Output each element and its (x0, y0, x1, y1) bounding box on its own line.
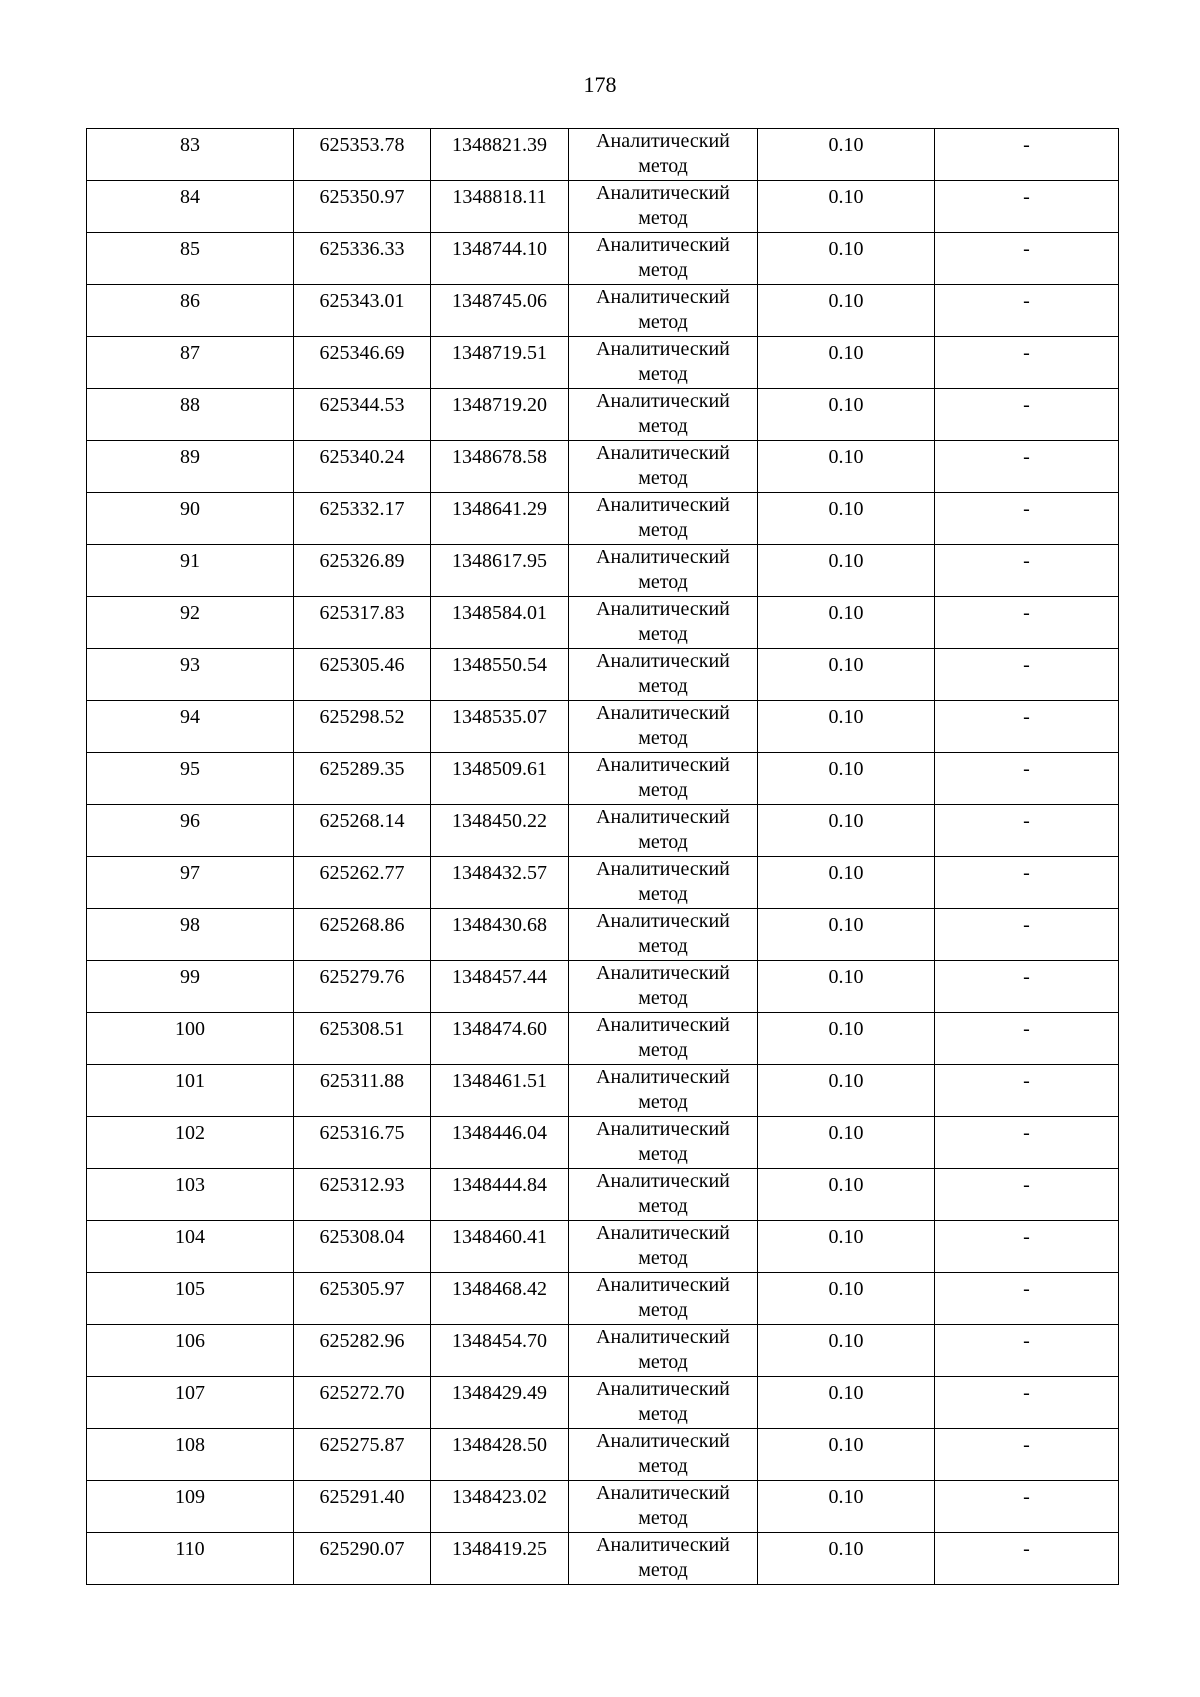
y-coordinate-cell: 1348423.02 (431, 1481, 569, 1533)
point-number-cell: 110 (87, 1533, 294, 1585)
table-row (87, 753, 1119, 805)
table-row (87, 1481, 1119, 1533)
x-coordinate-cell: 625305.46 (294, 649, 431, 701)
note-cell: - (935, 181, 1119, 233)
note-cell: - (935, 1169, 1119, 1221)
y-coordinate-cell: 1348430.68 (431, 909, 569, 961)
point-number-cell: 101 (87, 1065, 294, 1117)
note-cell: - (935, 805, 1119, 857)
method-line-2: метод (638, 1559, 688, 1581)
table-row (87, 1065, 1119, 1117)
method-line-2: метод (638, 519, 688, 541)
y-coordinate-cell: 1348641.29 (431, 493, 569, 545)
table-row (87, 441, 1119, 493)
method-cell (569, 441, 758, 493)
accuracy-cell: 0.10 (758, 1221, 935, 1273)
table-row (87, 1325, 1119, 1377)
accuracy-cell: 0.10 (758, 1533, 935, 1585)
point-number-cell: 109 (87, 1481, 294, 1533)
y-coordinate-cell: 1348584.01 (431, 597, 569, 649)
method-line-1: Аналитический (596, 702, 730, 724)
x-coordinate-cell: 625305.97 (294, 1273, 431, 1325)
table-row (87, 493, 1119, 545)
note-cell: - (935, 753, 1119, 805)
point-number-cell: 99 (87, 961, 294, 1013)
point-number-cell: 102 (87, 1117, 294, 1169)
point-number-cell: 91 (87, 545, 294, 597)
accuracy-cell: 0.10 (758, 1169, 935, 1221)
method-cell (569, 701, 758, 753)
method-line-2: метод (638, 1039, 688, 1061)
x-coordinate-cell: 625336.33 (294, 233, 431, 285)
y-coordinate-cell: 1348745.06 (431, 285, 569, 337)
method-cell (569, 1481, 758, 1533)
y-coordinate-cell: 1348444.84 (431, 1169, 569, 1221)
x-coordinate-cell: 625298.52 (294, 701, 431, 753)
table-row (87, 1169, 1119, 1221)
accuracy-cell: 0.10 (758, 285, 935, 337)
x-coordinate-cell: 625312.93 (294, 1169, 431, 1221)
note-cell: - (935, 1481, 1119, 1533)
accuracy-cell: 0.10 (758, 493, 935, 545)
method-line-1: Аналитический (596, 1274, 730, 1296)
method-line-2: метод (638, 935, 688, 957)
accuracy-cell: 0.10 (758, 441, 935, 493)
method-cell (569, 1273, 758, 1325)
table-row (87, 233, 1119, 285)
x-coordinate-cell: 625262.77 (294, 857, 431, 909)
note-cell: - (935, 1221, 1119, 1273)
y-coordinate-cell: 1348461.51 (431, 1065, 569, 1117)
method-cell (569, 909, 758, 961)
accuracy-cell: 0.10 (758, 753, 935, 805)
method-cell (569, 181, 758, 233)
x-coordinate-cell: 625275.87 (294, 1429, 431, 1481)
accuracy-cell: 0.10 (758, 233, 935, 285)
method-line-1: Аналитический (596, 910, 730, 932)
method-line-2: метод (638, 1143, 688, 1165)
method-line-1: Аналитический (596, 1170, 730, 1192)
method-cell (569, 1117, 758, 1169)
x-coordinate-cell: 625317.83 (294, 597, 431, 649)
method-line-1: Аналитический (596, 1378, 730, 1400)
table-row (87, 1377, 1119, 1429)
note-cell: - (935, 909, 1119, 961)
method-line-1: Аналитический (596, 1066, 730, 1088)
accuracy-cell: 0.10 (758, 857, 935, 909)
x-coordinate-cell: 625316.75 (294, 1117, 431, 1169)
method-line-1: Аналитический (596, 598, 730, 620)
method-cell (569, 1013, 758, 1065)
method-cell (569, 1533, 758, 1585)
method-cell (569, 337, 758, 389)
coordinates-table (86, 128, 1119, 1585)
method-line-2: метод (638, 883, 688, 905)
method-line-2: метод (638, 207, 688, 229)
x-coordinate-cell: 625268.86 (294, 909, 431, 961)
x-coordinate-cell: 625311.88 (294, 1065, 431, 1117)
method-line-2: метод (638, 1091, 688, 1113)
point-number-cell: 104 (87, 1221, 294, 1273)
table-row (87, 337, 1119, 389)
note-cell: - (935, 857, 1119, 909)
x-coordinate-cell: 625353.78 (294, 129, 431, 181)
x-coordinate-cell: 625344.53 (294, 389, 431, 441)
page-number: 178 (583, 72, 617, 97)
method-line-2: метод (638, 623, 688, 645)
accuracy-cell: 0.10 (758, 701, 935, 753)
y-coordinate-cell: 1348719.51 (431, 337, 569, 389)
method-line-1: Аналитический (596, 1118, 730, 1140)
note-cell: - (935, 1377, 1119, 1429)
y-coordinate-cell: 1348474.60 (431, 1013, 569, 1065)
y-coordinate-cell: 1348460.41 (431, 1221, 569, 1273)
method-cell (569, 1221, 758, 1273)
table-row (87, 701, 1119, 753)
point-number-cell: 105 (87, 1273, 294, 1325)
accuracy-cell: 0.10 (758, 909, 935, 961)
y-coordinate-cell: 1348428.50 (431, 1429, 569, 1481)
method-cell (569, 1325, 758, 1377)
point-number-cell: 106 (87, 1325, 294, 1377)
table-row (87, 857, 1119, 909)
note-cell: - (935, 1429, 1119, 1481)
accuracy-cell: 0.10 (758, 1481, 935, 1533)
accuracy-cell: 0.10 (758, 129, 935, 181)
method-line-2: метод (638, 259, 688, 281)
x-coordinate-cell: 625272.70 (294, 1377, 431, 1429)
method-cell (569, 753, 758, 805)
method-line-2: метод (638, 727, 688, 749)
x-coordinate-cell: 625340.24 (294, 441, 431, 493)
table-row (87, 961, 1119, 1013)
table-row (87, 545, 1119, 597)
y-coordinate-cell: 1348617.95 (431, 545, 569, 597)
accuracy-cell: 0.10 (758, 1013, 935, 1065)
table-row (87, 805, 1119, 857)
method-line-2: метод (638, 675, 688, 697)
point-number-cell: 103 (87, 1169, 294, 1221)
y-coordinate-cell: 1348509.61 (431, 753, 569, 805)
table-row (87, 1117, 1119, 1169)
table-row (87, 389, 1119, 441)
note-cell: - (935, 1533, 1119, 1585)
x-coordinate-cell: 625326.89 (294, 545, 431, 597)
y-coordinate-cell: 1348457.44 (431, 961, 569, 1013)
method-cell (569, 493, 758, 545)
method-line-1: Аналитический (596, 806, 730, 828)
method-line-1: Аналитический (596, 182, 730, 204)
method-line-2: метод (638, 1247, 688, 1269)
method-cell (569, 389, 758, 441)
x-coordinate-cell: 625350.97 (294, 181, 431, 233)
method-cell (569, 649, 758, 701)
method-cell (569, 1169, 758, 1221)
x-coordinate-cell: 625332.17 (294, 493, 431, 545)
method-cell (569, 805, 758, 857)
accuracy-cell: 0.10 (758, 1065, 935, 1117)
note-cell: - (935, 441, 1119, 493)
note-cell: - (935, 1325, 1119, 1377)
method-cell (569, 857, 758, 909)
method-line-2: метод (638, 1351, 688, 1373)
method-line-2: метод (638, 1299, 688, 1321)
accuracy-cell: 0.10 (758, 337, 935, 389)
note-cell: - (935, 233, 1119, 285)
y-coordinate-cell: 1348450.22 (431, 805, 569, 857)
table-row (87, 285, 1119, 337)
note-cell: - (935, 1013, 1119, 1065)
table-row (87, 1429, 1119, 1481)
x-coordinate-cell: 625343.01 (294, 285, 431, 337)
accuracy-cell: 0.10 (758, 1377, 935, 1429)
accuracy-cell: 0.10 (758, 1325, 935, 1377)
point-number-cell: 95 (87, 753, 294, 805)
note-cell: - (935, 649, 1119, 701)
method-line-1: Аналитический (596, 1326, 730, 1348)
coordinates-table-body (87, 129, 1119, 1585)
point-number-cell: 85 (87, 233, 294, 285)
note-cell: - (935, 1117, 1119, 1169)
method-line-1: Аналитический (596, 1534, 730, 1556)
accuracy-cell: 0.10 (758, 649, 935, 701)
accuracy-cell: 0.10 (758, 389, 935, 441)
method-line-1: Аналитический (596, 494, 730, 516)
method-line-1: Аналитический (596, 390, 730, 412)
point-number-cell: 98 (87, 909, 294, 961)
y-coordinate-cell: 1348744.10 (431, 233, 569, 285)
y-coordinate-cell: 1348550.54 (431, 649, 569, 701)
point-number-cell: 90 (87, 493, 294, 545)
x-coordinate-cell: 625291.40 (294, 1481, 431, 1533)
x-coordinate-cell: 625279.76 (294, 961, 431, 1013)
point-number-cell: 89 (87, 441, 294, 493)
method-line-1: Аналитический (596, 1222, 730, 1244)
table-row (87, 1533, 1119, 1585)
method-cell (569, 1429, 758, 1481)
point-number-cell: 84 (87, 181, 294, 233)
method-cell (569, 961, 758, 1013)
note-cell: - (935, 545, 1119, 597)
y-coordinate-cell: 1348719.20 (431, 389, 569, 441)
point-number-cell: 94 (87, 701, 294, 753)
point-number-cell: 97 (87, 857, 294, 909)
method-cell (569, 233, 758, 285)
point-number-cell: 92 (87, 597, 294, 649)
point-number-cell: 86 (87, 285, 294, 337)
y-coordinate-cell: 1348419.25 (431, 1533, 569, 1585)
method-line-2: метод (638, 1455, 688, 1477)
point-number-cell: 108 (87, 1429, 294, 1481)
method-line-1: Аналитический (596, 1482, 730, 1504)
method-line-2: метод (638, 1507, 688, 1529)
table-row (87, 129, 1119, 181)
method-line-2: метод (638, 1195, 688, 1217)
point-number-cell: 88 (87, 389, 294, 441)
method-line-1: Аналитический (596, 1014, 730, 1036)
table-row (87, 909, 1119, 961)
note-cell: - (935, 961, 1119, 1013)
method-line-2: метод (638, 311, 688, 333)
y-coordinate-cell: 1348446.04 (431, 1117, 569, 1169)
table-row (87, 597, 1119, 649)
method-cell (569, 129, 758, 181)
note-cell: - (935, 129, 1119, 181)
y-coordinate-cell: 1348535.07 (431, 701, 569, 753)
table-row (87, 181, 1119, 233)
point-number-cell: 87 (87, 337, 294, 389)
accuracy-cell: 0.10 (758, 597, 935, 649)
x-coordinate-cell: 625289.35 (294, 753, 431, 805)
y-coordinate-cell: 1348468.42 (431, 1273, 569, 1325)
method-cell (569, 597, 758, 649)
table-row (87, 649, 1119, 701)
method-line-2: метод (638, 467, 688, 489)
note-cell: - (935, 701, 1119, 753)
accuracy-cell: 0.10 (758, 181, 935, 233)
note-cell: - (935, 493, 1119, 545)
method-cell (569, 1065, 758, 1117)
method-line-2: метод (638, 571, 688, 593)
y-coordinate-cell: 1348821.39 (431, 129, 569, 181)
method-line-2: метод (638, 415, 688, 437)
method-cell (569, 1377, 758, 1429)
y-coordinate-cell: 1348454.70 (431, 1325, 569, 1377)
table-row (87, 1273, 1119, 1325)
point-number-cell: 107 (87, 1377, 294, 1429)
table-row (87, 1221, 1119, 1273)
note-cell: - (935, 597, 1119, 649)
point-number-cell: 100 (87, 1013, 294, 1065)
note-cell: - (935, 1065, 1119, 1117)
method-line-1: Аналитический (596, 338, 730, 360)
point-number-cell: 93 (87, 649, 294, 701)
method-line-2: метод (638, 987, 688, 1009)
method-line-1: Аналитический (596, 286, 730, 308)
x-coordinate-cell: 625268.14 (294, 805, 431, 857)
note-cell: - (935, 389, 1119, 441)
note-cell: - (935, 337, 1119, 389)
method-line-2: метод (638, 363, 688, 385)
method-line-1: Аналитический (596, 234, 730, 256)
x-coordinate-cell: 625308.04 (294, 1221, 431, 1273)
method-line-1: Аналитический (596, 1430, 730, 1452)
method-cell (569, 285, 758, 337)
accuracy-cell: 0.10 (758, 1429, 935, 1481)
y-coordinate-cell: 1348429.49 (431, 1377, 569, 1429)
accuracy-cell: 0.10 (758, 961, 935, 1013)
method-line-2: метод (638, 831, 688, 853)
method-line-2: метод (638, 155, 688, 177)
method-line-1: Аналитический (596, 754, 730, 776)
y-coordinate-cell: 1348818.11 (431, 181, 569, 233)
note-cell: - (935, 1273, 1119, 1325)
method-cell (569, 545, 758, 597)
accuracy-cell: 0.10 (758, 1117, 935, 1169)
x-coordinate-cell: 625308.51 (294, 1013, 431, 1065)
point-number-cell: 83 (87, 129, 294, 181)
method-line-1: Аналитический (596, 442, 730, 464)
method-line-2: метод (638, 779, 688, 801)
y-coordinate-cell: 1348432.57 (431, 857, 569, 909)
note-cell: - (935, 285, 1119, 337)
method-line-2: метод (638, 1403, 688, 1425)
accuracy-cell: 0.10 (758, 805, 935, 857)
point-number-cell: 96 (87, 805, 294, 857)
table-row (87, 1013, 1119, 1065)
method-line-1: Аналитический (596, 130, 730, 152)
method-line-1: Аналитический (596, 858, 730, 880)
y-coordinate-cell: 1348678.58 (431, 441, 569, 493)
method-line-1: Аналитический (596, 650, 730, 672)
accuracy-cell: 0.10 (758, 545, 935, 597)
x-coordinate-cell: 625290.07 (294, 1533, 431, 1585)
method-line-1: Аналитический (596, 546, 730, 568)
accuracy-cell: 0.10 (758, 1273, 935, 1325)
x-coordinate-cell: 625346.69 (294, 337, 431, 389)
method-line-1: Аналитический (596, 962, 730, 984)
x-coordinate-cell: 625282.96 (294, 1325, 431, 1377)
